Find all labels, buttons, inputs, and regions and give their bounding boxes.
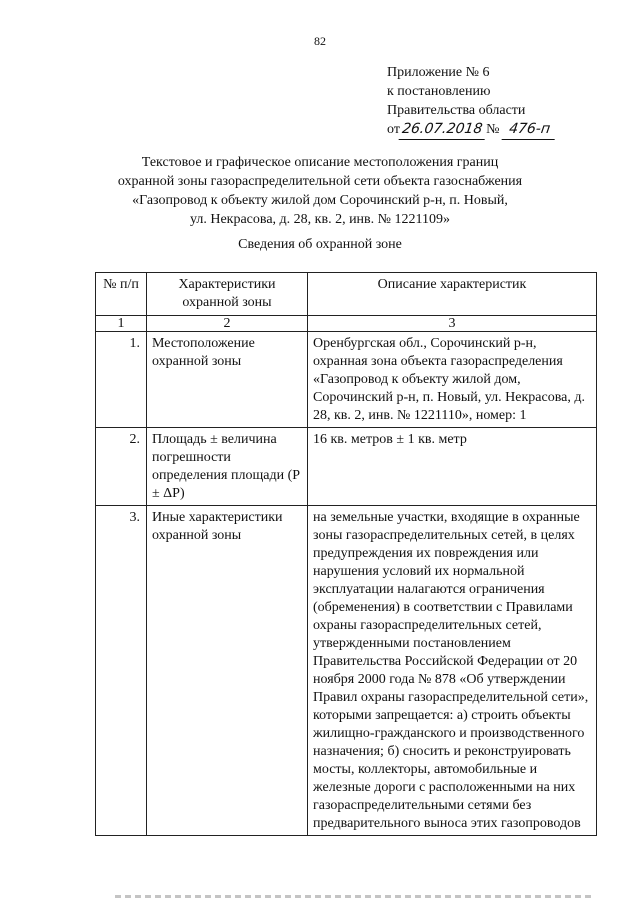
- scan-edge-artifact: [115, 895, 595, 898]
- handwritten-date: 26.07.2018: [399, 120, 488, 140]
- header-description: Описание характеристик: [308, 273, 597, 316]
- title-line-3: «Газопровод к объекту жилой дом Сорочинский р-н, п. Новый,: [132, 193, 508, 208]
- index-cell-1: 1: [96, 316, 147, 332]
- row-characteristic: Площадь ± величина погрешности определения площади (Р ± ΔР): [147, 428, 308, 506]
- row-description: 16 кв. метров ± 1 кв. метр: [308, 428, 597, 506]
- handwritten-number: 476-п: [502, 120, 558, 140]
- row-number: 1.: [96, 332, 147, 428]
- table-header-row: [96, 273, 597, 316]
- number-sign: №: [486, 122, 500, 137]
- appendix-title: Приложение № 6: [387, 65, 490, 80]
- row-characteristic: Иные характеристики охранной зоны: [147, 506, 308, 836]
- protection-zone-table: [95, 272, 597, 836]
- table-row: [96, 428, 597, 506]
- row-description: на земельные участки, входящие в охранные зоны газораспределительных сетей, в целях предупреждения их повреждения или нарушения условий их нормальной эксплуатации налагаются ограничения (обременения) в соответствии с Правилами охраны газораспределительных сетей, утвержденными постановлением Правительства Российской Федерации от 20 ноября 2000 года № 878 «Об утверждении Правил охраны газораспределительной сети», которыми запрещается: а) строить объекты жилищно-гражданского и производственного назначения; б) сносить и реконструировать мосты, коллекторы, автомобильные и железные дороги с расположенными на них газораспределительными сетями без предварительного выноса этих газопроводов: [308, 506, 597, 836]
- row-characteristic: Местоположение охранной зоны: [147, 332, 308, 428]
- row-number: 2.: [96, 428, 147, 506]
- title-line-2: охранной зоны газораспределительной сети объекта газоснабжения: [117, 174, 523, 189]
- appendix-government-line: Правительства области: [387, 103, 526, 118]
- row-description: Оренбургская обл., Сорочинский р-н, охранная зона объекта газораспределения «Газопровод к объекту жилой дом, Сорочинский р-н, п. Новый, ул. Некрасова, д. 28, кв. 2, инв. № 1221110», номер: 1: [308, 332, 597, 428]
- title-line-1: Текстовое и графическое описание местоположения границ: [141, 155, 499, 170]
- table-row: [96, 506, 597, 836]
- appendix-block: [387, 63, 556, 140]
- header-number: № п/п: [96, 273, 147, 316]
- index-cell-3: 3: [308, 316, 597, 332]
- appendix-date-number-line: [387, 120, 556, 140]
- document-title: [60, 153, 580, 229]
- page-number: 82: [314, 34, 326, 48]
- from-prefix: от: [387, 122, 400, 137]
- section-subtitle: Сведения об охранной зоне: [238, 237, 402, 252]
- appendix-resolution-line: к постановлению: [387, 84, 491, 99]
- index-cell-2: 2: [147, 316, 308, 332]
- table-row: [96, 332, 597, 428]
- row-number: 3.: [96, 506, 147, 836]
- table-index-row: [96, 316, 597, 332]
- header-characteristics: Характеристики охранной зоны: [147, 273, 308, 316]
- title-line-4: ул. Некрасова, д. 28, кв. 2, инв. № 1221109»: [189, 212, 451, 227]
